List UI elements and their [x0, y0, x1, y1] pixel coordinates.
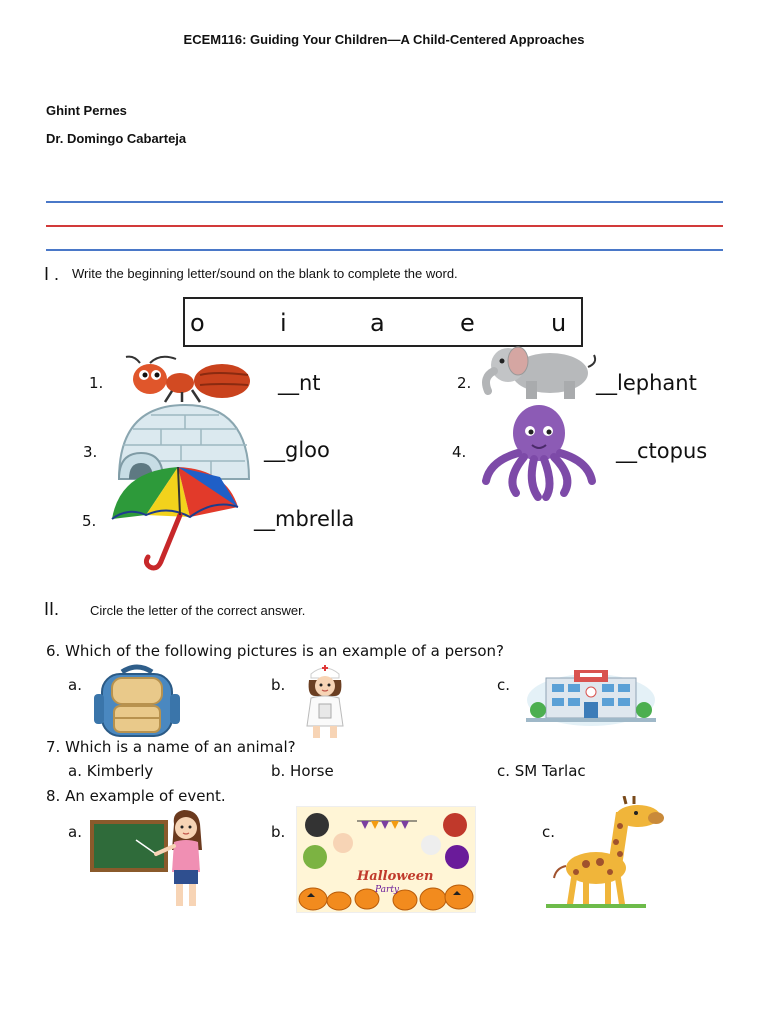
word-blank: __mbrella	[254, 507, 355, 531]
elephant-icon	[478, 341, 598, 401]
option-label: a.	[68, 823, 82, 841]
teacher-icon	[90, 810, 210, 910]
section-2-instruction: Circle the letter of the correct answer.	[90, 603, 306, 618]
octopus-icon	[480, 401, 598, 501]
hospital-icon	[526, 662, 656, 726]
letter-choice: o	[190, 309, 205, 337]
section-1-number: I .	[44, 264, 60, 284]
option-label: c.	[497, 676, 511, 694]
backpack-icon	[92, 664, 182, 738]
question-8: 8. An example of event.	[46, 787, 226, 805]
option-label: a.	[68, 676, 82, 694]
section-1-instruction: Write the beginning letter/sound on the blank to complete the word.	[72, 266, 458, 281]
halloween-party-icon	[296, 806, 476, 913]
word-blank: __nt	[278, 371, 321, 395]
umbrella-icon	[108, 463, 248, 575]
letter-choice: u	[551, 309, 567, 337]
item-number: 2.	[457, 374, 472, 392]
question-7: 7. Which is a name of an animal?	[46, 738, 296, 756]
poster-title: Halloween	[357, 869, 434, 884]
option-label: b.	[271, 823, 286, 841]
option-b: b. Horse	[271, 762, 334, 780]
letter-choice: a	[370, 309, 385, 337]
option-a: a. Kimberly	[68, 762, 154, 780]
course-title: ECEM116: Guiding Your Children—A Child-Centered Approaches	[183, 32, 585, 47]
item-number: 5.	[82, 512, 97, 530]
word-blank: __gloo	[264, 438, 330, 462]
guide-line-top	[46, 201, 723, 203]
item-number: 4.	[452, 443, 467, 461]
option-label: b.	[271, 676, 286, 694]
item-number: 3.	[83, 443, 98, 461]
section-2-number: II.	[44, 599, 60, 619]
letter-choice: i	[280, 309, 287, 337]
letter-choices-box	[183, 297, 583, 347]
ant-icon	[120, 353, 255, 403]
poster-subtitle: Party	[375, 885, 400, 895]
giraffe-icon	[546, 796, 676, 910]
item-number: 1.	[89, 374, 104, 392]
guide-line-middle	[46, 225, 723, 227]
nurse-icon	[297, 662, 353, 740]
student-name: Ghint Pernes	[46, 103, 127, 118]
guide-line-bottom	[46, 249, 723, 251]
word-blank: __ctopus	[616, 439, 708, 463]
word-blank: __lephant	[596, 371, 697, 395]
option-label: c.	[542, 823, 556, 841]
question-6: 6. Which of the following pictures is an example of a person?	[46, 642, 505, 660]
letter-choice: e	[460, 309, 475, 337]
instructor-name: Dr. Domingo Cabarteja	[46, 131, 187, 146]
option-c: c. SM Tarlac	[497, 762, 586, 780]
